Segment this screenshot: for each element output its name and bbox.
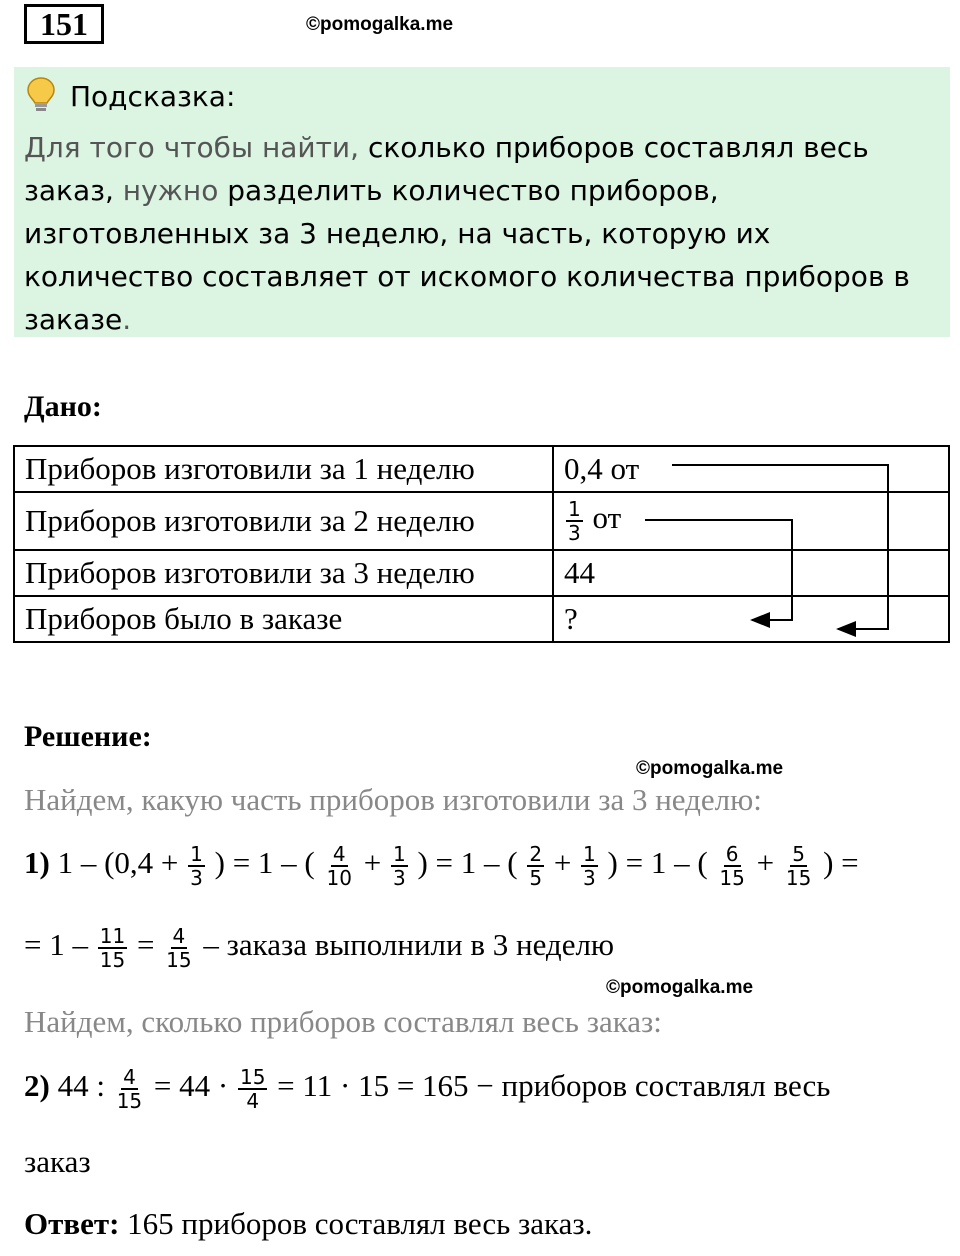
step1-equation: 1) 1 – (0,4 + $\frac{1}{3}$ ) = 1 – ( $\frac{4}{10}$ + $\frac{1}{3}$ ) = 1 – ( $\frac{2}{5}$ + $\frac{1}{3}$ ) = 1 – ( $\frac{6}{15}$ + $\frac{5}{15}$ ) = xyxy=(24,842,859,890)
solution-heading: Решение: xyxy=(24,720,152,753)
row-label: Приборов изготовили за 2 неделю xyxy=(14,492,553,550)
row-value: 0,4 от xyxy=(553,446,949,492)
watermark: ©pomogalka.me xyxy=(306,14,454,35)
step2-equation: 2) 44 : $\frac{4}{15}$ = 44 · $\frac{15}{4}$ = 11 · 15 = 165 − приборов составлял весь xyxy=(24,1065,831,1113)
step1-intro: Найдем, какую часть приборов изготовили за 3 неделю: xyxy=(24,782,762,817)
arrow-week1 xyxy=(672,465,888,629)
task-number: 151 xyxy=(24,4,104,44)
watermark: ©pomogalka.me xyxy=(636,758,784,779)
given-heading: Дано: xyxy=(24,390,102,423)
row-label: Приборов изготовили за 3 неделю xyxy=(14,550,553,596)
row-label: Приборов было в заказе xyxy=(14,596,553,642)
row-value: ? xyxy=(553,596,949,642)
hint-title: Подсказка: xyxy=(70,80,236,113)
step2-intro: Найдем, сколько приборов составлял весь заказ: xyxy=(24,1004,662,1039)
row-value: 44 xyxy=(553,550,949,596)
hint-text: Для того чтобы найти, сколько приборов составлял весь заказ, нужно разделить количество приборов, изготовленных за 3 неделю, на часть, которую их количество составляет от искомого количества приборов в заказе. xyxy=(24,131,910,336)
watermark: ©pomogalka.me xyxy=(606,977,754,998)
answer: Ответ: 165 приборов составлял весь заказ. xyxy=(24,1206,593,1241)
arrow-week2 xyxy=(645,520,792,620)
row-value: $\frac{1}{3}$ от xyxy=(553,492,949,550)
fraction: $\frac{1}{3}$ xyxy=(568,497,581,545)
step2-tail: заказ xyxy=(24,1144,91,1179)
step1-result: = 1 – $\frac{11}{15}$ = $\frac{4}{15}$ – заказа выполнили в 3 неделю xyxy=(24,924,615,972)
row-label: Приборов изготовили за 1 неделю xyxy=(14,446,553,492)
